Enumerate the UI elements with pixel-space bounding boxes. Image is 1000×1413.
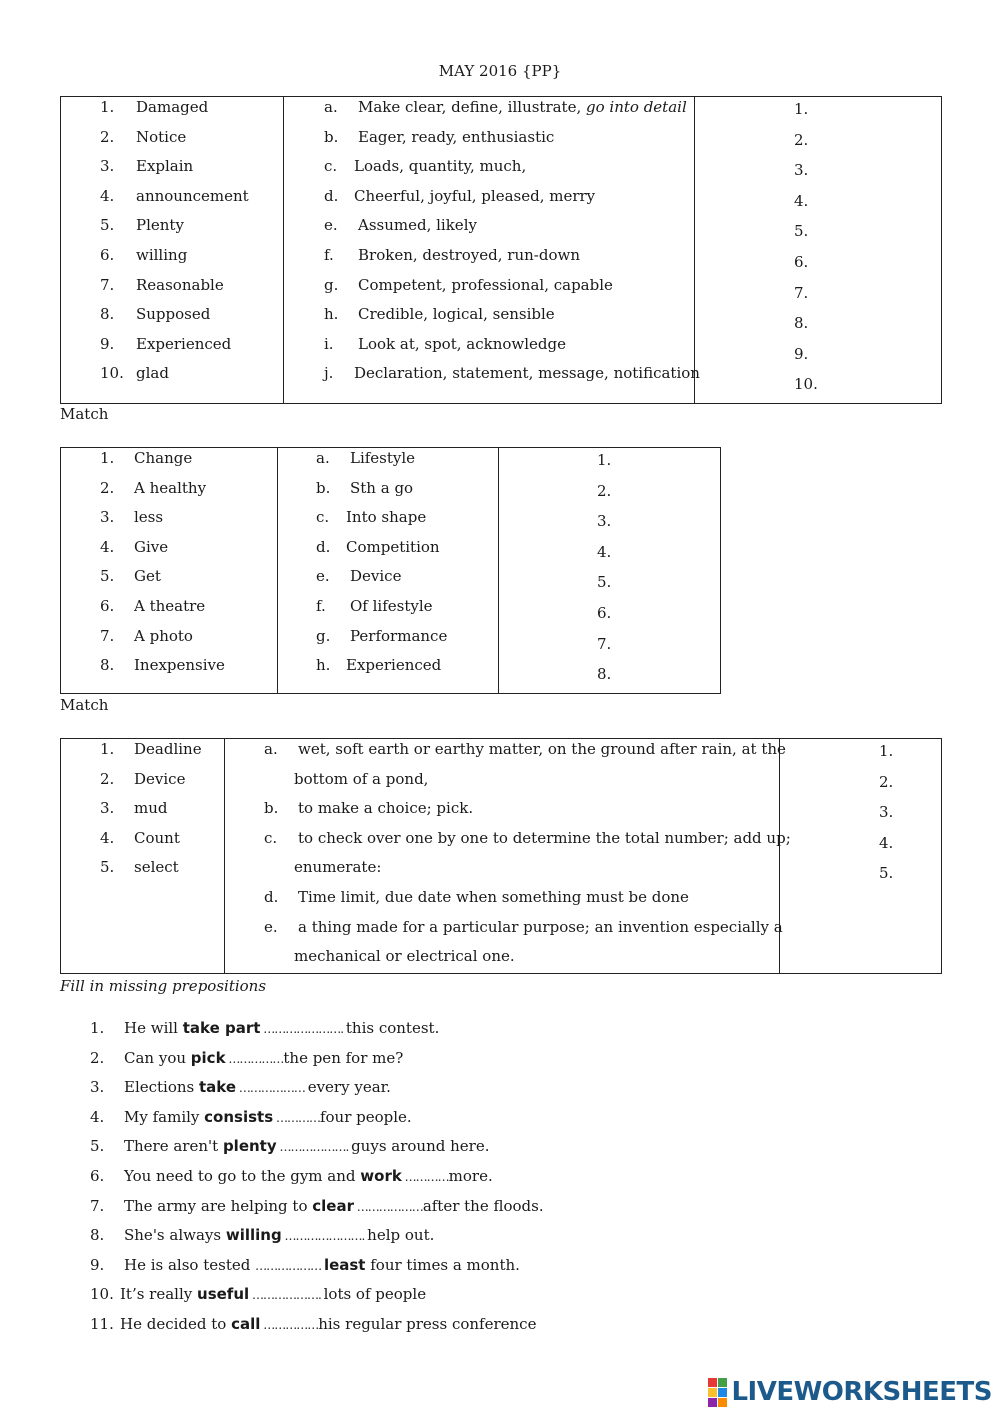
table3-word-text: Count [134, 828, 180, 847]
fill-item-text-before: My family [124, 1107, 205, 1126]
fill-item-row [90, 1283, 426, 1306]
table1-answer-slot: 2. [794, 130, 809, 149]
table1-definition-text: Assumed, likely [358, 216, 477, 235]
table1-definition-text: Cheerful, joyful, pleased, merry [354, 186, 596, 205]
match-label-2: Match [60, 696, 109, 714]
fill-item-number: 4. [90, 1107, 105, 1126]
table3-words-column [61, 739, 225, 974]
table2-word-text: A theatre [134, 597, 206, 615]
table1-word-number: 7. [100, 275, 115, 294]
fill-item-row [90, 1313, 536, 1336]
table1-definition-letter: j. [324, 364, 334, 383]
table3-word-text: select [134, 858, 179, 877]
table2-words-column [61, 448, 278, 694]
table2-word-text: less [134, 508, 164, 527]
fill-item-blank: …………… [260, 1318, 319, 1332]
table1-word-text: Explain [136, 157, 194, 176]
fill-item-row [90, 1165, 493, 1188]
table3-definition-text: a thing made for a particular purpose; an invention especially a [298, 917, 783, 936]
table1-definition-letter: c. [324, 157, 338, 176]
fill-item-text-before: Can you [124, 1048, 191, 1067]
table1-definition-text: Competent, professional, capable [358, 275, 613, 294]
fill-item-keyword: willing [225, 1226, 282, 1245]
table2-answer-slot: 6. [597, 604, 612, 622]
table2-definition-text: Into shape [346, 508, 427, 527]
logo-square [708, 1378, 717, 1387]
fill-item-number: 2. [90, 1048, 105, 1067]
table2-word-number: 3. [100, 508, 115, 527]
table1-definition-italic: go into detail [586, 98, 687, 116]
table1-word-number: 8. [100, 305, 115, 324]
fill-item-text-after: four people. [319, 1107, 412, 1126]
table1-answer-slot: 3. [794, 161, 809, 180]
table3-definition-text: to make a choice; pick. [298, 799, 474, 818]
table1-definition-letter: a. [324, 98, 338, 116]
table2-definition-text: Lifestyle [350, 449, 416, 467]
table3-answers-column [780, 739, 942, 974]
fill-item-number: 7. [90, 1196, 105, 1215]
table3-word-text: Device [134, 769, 186, 788]
table2-word-text: Get [134, 567, 161, 586]
fill-item-number: 6. [90, 1167, 105, 1185]
table2-definition-letter: h. [316, 656, 331, 675]
fill-item-number: 10. [90, 1285, 114, 1304]
table3-definition-text: wet, soft earth or earthy matter, on the ground after rain, at the [298, 740, 786, 758]
table2-answer-slot: 8. [597, 665, 612, 684]
table1-definition-letter: g. [324, 275, 339, 294]
table1-word-text: Notice [136, 127, 187, 146]
fill-item-keyword: least [323, 1255, 366, 1274]
table1-words-column [61, 97, 284, 404]
table3-definition-text: mechanical or electrical one. [294, 947, 515, 966]
table3-definition-text: Time limit, due date when something must be done [298, 888, 689, 906]
table2-word-number: 4. [100, 537, 115, 556]
table1-word-number: 10. [100, 364, 124, 383]
fill-item-text-before: The army are helping to [124, 1196, 313, 1215]
logo-square [708, 1398, 717, 1407]
table3-answer-slot: 1. [879, 742, 894, 760]
fill-item-number: 3. [90, 1078, 105, 1097]
table1-word-text: announcement [136, 186, 249, 205]
table3-answer-slot: 2. [879, 772, 894, 791]
fill-item-row [90, 1047, 403, 1070]
table3-answer-slot: 5. [879, 864, 894, 883]
table3-word-number: 4. [100, 828, 115, 847]
fill-item-blank: …………………. [281, 1229, 368, 1244]
table3-definition-letter: b. [264, 799, 279, 818]
table1-word-text: Reasonable [136, 275, 224, 294]
table2-definition-text: Sth a go [350, 478, 414, 497]
table2-word-text: Give [134, 537, 169, 556]
table2-answer-slot: 5. [597, 573, 612, 592]
fill-item-row [90, 1195, 544, 1218]
table1-definition-letter: e. [324, 216, 338, 235]
table2-definition-letter: g. [316, 626, 331, 645]
table3-definition-text: bottom of a pond, [294, 769, 429, 788]
fill-item-number: 5. [90, 1137, 105, 1156]
table2-word-text: Inexpensive [134, 656, 225, 675]
fill-item-blank: ……………… [236, 1081, 308, 1096]
table2-word-text: A healthy [134, 478, 207, 497]
page-title: MAY 2016 {PP} [438, 62, 562, 80]
table1-word-number: 1. [100, 98, 115, 116]
table1-definition-letter: h. [324, 305, 339, 324]
match-table-2 [60, 447, 721, 694]
table1-definition-letter: d. [324, 186, 339, 205]
table1-answers-column [695, 97, 942, 404]
logo-text: LIVEWORKSHEETS [731, 1377, 992, 1407]
fill-item-row [90, 1135, 489, 1158]
fill-item-number: 1. [90, 1019, 105, 1037]
table2-definition-text: Performance [350, 626, 448, 645]
fill-item-text-after: more. [448, 1167, 493, 1185]
table2-answer-slot: 1. [597, 451, 612, 469]
table3-answer-slot: 4. [879, 833, 894, 852]
table1-answer-slot: 7. [794, 283, 809, 302]
table2-definition-letter: e. [316, 567, 330, 586]
table1-definition-text: Eager, ready, enthusiastic [358, 127, 555, 146]
fill-item-text-before: He will [124, 1019, 183, 1037]
table2-answer-slot: 2. [597, 481, 612, 500]
fill-item-blank: …………… [225, 1051, 284, 1066]
table3-definition-text: to check over one by one to determine the total number; add up; [298, 828, 791, 847]
logo-square [718, 1388, 727, 1397]
table2-definition-text: Device [350, 567, 402, 586]
table3-definition-letter: c. [264, 828, 278, 847]
table3-definition-letter: d. [264, 888, 279, 906]
table2-word-number: 2. [100, 478, 115, 497]
table3-definition-letter: a. [264, 740, 278, 758]
table1-answer-slot: 1. [794, 100, 809, 118]
table2-answer-slot: 7. [597, 634, 612, 653]
fill-item-number: 8. [90, 1226, 105, 1245]
table2-answer-slot: 3. [597, 512, 612, 531]
fill-item-blank: ………………. [276, 1140, 352, 1155]
table2-definitions-column [278, 448, 499, 694]
fill-item-text-after: guys around here. [351, 1137, 490, 1156]
table1-definition-letter: f. [324, 246, 334, 264]
fill-item-text-before: He decided to [120, 1315, 232, 1333]
logo-square [708, 1388, 717, 1397]
fill-item-row [90, 1106, 412, 1129]
table1-definition-text: Credible, logical, sensible [358, 305, 555, 324]
table3-word-number: 1. [100, 740, 115, 758]
table2-definition-letter: f. [316, 597, 326, 615]
table2-word-text: Change [134, 449, 193, 467]
fill-item-text-after: this contest. [345, 1019, 440, 1037]
table1-word-number: 2. [100, 127, 115, 146]
table2-definition-letter: a. [316, 449, 330, 467]
fill-item-row [90, 1254, 520, 1277]
fill-item-keyword: useful [197, 1285, 250, 1304]
table3-word-number: 2. [100, 769, 115, 788]
table2-word-number: 1. [100, 449, 115, 467]
fill-item-keyword: pick [190, 1048, 226, 1067]
table1-word-text: Supposed [136, 305, 211, 324]
fill-item-keyword: clear [312, 1196, 354, 1215]
table3-definitions-column [225, 739, 791, 974]
table2-word-number: 8. [100, 656, 115, 675]
table2-word-number: 7. [100, 626, 115, 645]
table1-answer-slot: 5. [794, 222, 809, 241]
match-table-3 [60, 738, 942, 974]
table1-word-number: 5. [100, 216, 115, 235]
table1-word-text: willing [136, 246, 188, 264]
table1-answer-slot: 4. [794, 191, 809, 210]
table2-word-text: A photo [134, 626, 193, 645]
fill-item-keyword: call [231, 1315, 261, 1333]
table2-definition-letter: d. [316, 537, 331, 556]
fill-item-keyword: plenty [222, 1137, 277, 1156]
fill-item-text-before: It’s really [120, 1285, 198, 1304]
logo-mark-icon [708, 1378, 727, 1407]
table3-word-number: 3. [100, 799, 115, 818]
table2-answers-column [499, 448, 721, 694]
table3-word-text: mud [134, 799, 168, 818]
table2-definition-letter: c. [316, 508, 330, 527]
fill-item-row [90, 1017, 439, 1040]
fill-item-text-after: help out. [367, 1226, 435, 1245]
table2-definition-text: Of lifestyle [350, 597, 433, 615]
fill-item-keyword: consists [204, 1107, 274, 1126]
table1-definition-letter: b. [324, 127, 339, 146]
table2-definition-text: Competition [346, 537, 440, 556]
fill-item-keyword: work [360, 1167, 402, 1185]
fill-item-text-before: Elections [124, 1078, 200, 1097]
table1-definition-text: Declaration, statement, message, notification [354, 364, 700, 383]
fill-item-text-after: the pen for me? [283, 1048, 404, 1067]
table2-word-number: 6. [100, 597, 115, 615]
fill-item-row [90, 1224, 434, 1247]
fill-item-blank: ………… [273, 1110, 320, 1125]
table1-word-number: 4. [100, 186, 115, 205]
fill-item-text-before: There aren't [124, 1137, 223, 1156]
logo-square [718, 1378, 727, 1387]
fill-item-text-after: every year. [307, 1078, 391, 1097]
fill-item-blank: ………………. [249, 1288, 324, 1303]
fill-item-text-after: four times a month. [365, 1255, 520, 1274]
table3-word-text: Deadline [134, 740, 202, 758]
fill-item-text-before: You need to go to the gym and [124, 1167, 361, 1185]
table1-answer-slot: 10. [794, 375, 818, 394]
table1-word-text: Damaged [136, 98, 209, 116]
fill-item-number: 11. [90, 1315, 114, 1333]
table1-definition-text: Loads, quantity, much, [354, 157, 527, 176]
table2-word-number: 5. [100, 567, 115, 586]
table1-answer-slot: 9. [794, 344, 809, 363]
fill-item-blank: ……………… [255, 1258, 324, 1273]
liveworksheets-logo [708, 1377, 992, 1407]
logo-square [718, 1398, 727, 1407]
table3-word-number: 5. [100, 858, 115, 877]
table1-definitions-column [284, 97, 700, 404]
table3-answer-slot: 3. [879, 803, 894, 822]
fill-item-text-after: after the floods. [422, 1196, 544, 1215]
fill-item-blank: ………… [401, 1170, 449, 1184]
fill-item-row [90, 1076, 391, 1099]
table1-definition-text: Broken, destroyed, run-down [358, 246, 580, 264]
table1-word-text: glad [136, 364, 169, 383]
fill-item-text-before: She's always [124, 1226, 226, 1245]
table3-definition-text: enumerate: [294, 858, 382, 877]
fill-item-blank: ……………… [353, 1199, 423, 1214]
fill-item-number: 9. [90, 1255, 105, 1274]
fill-item-text-after: lots of people [323, 1285, 427, 1304]
table1-word-number: 3. [100, 157, 115, 176]
table2-definition-text: Experienced [346, 656, 442, 675]
match-label-1: Match [60, 405, 109, 423]
fill-item-text-before: He is also tested [124, 1255, 256, 1274]
table1-answer-slot: 8. [794, 314, 809, 333]
table1-word-text: Experienced [136, 334, 232, 353]
table2-answer-slot: 4. [597, 542, 612, 561]
fill-item-text-after: his regular press conference [318, 1315, 537, 1333]
table1-answer-slot: 6. [794, 253, 809, 271]
table1-definition-text: Make clear, define, illustrate, go into detail [358, 98, 687, 116]
fill-item-keyword: take [199, 1078, 237, 1097]
fill-item-keyword: take part [182, 1019, 261, 1037]
fill-item-blank: …………………. [260, 1022, 346, 1036]
table1-definition-letter: i. [324, 334, 334, 353]
fill-label: Fill in missing prepositions [60, 977, 267, 995]
table1-word-number: 6. [100, 246, 115, 264]
table1-word-text: Plenty [136, 216, 184, 235]
table1-word-number: 9. [100, 334, 115, 353]
table1-definition-text: Look at, spot, acknowledge [358, 334, 567, 353]
match-table-1 [60, 96, 942, 404]
table2-definition-letter: b. [316, 478, 331, 497]
table3-definition-letter: e. [264, 917, 278, 936]
